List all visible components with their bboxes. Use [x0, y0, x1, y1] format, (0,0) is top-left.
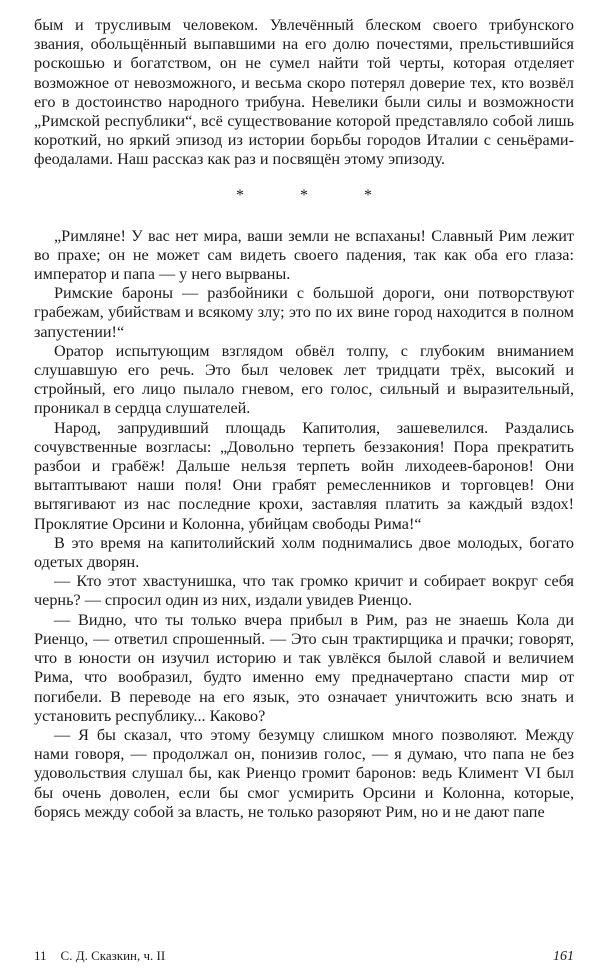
paragraph-crowd: Народ, запрудивший площадь Капитолия, зашевелился. Раздались сочувственные возгласы: „Довольно терпеть беззакония! Пора прекратить разбои и грабёж! Дальше нельзя терпеть войн лиходеев-баронов! Они вытаптывают наши поля! Они грабят ремесленников и торговцев! Они вытягивают из нас последние крохи, заставляя платить за каждый вздох! Проклятие Орсини и Колонна, убийцам свободы Рима!“	[34, 418, 574, 533]
footer-left	[34, 948, 165, 964]
paragraph-dialogue-question: — Кто этот хвастунишка, что так громко кричит и собирает вокруг себя чернь? — спросил один из них, издали увидев Риенцо.	[34, 572, 574, 610]
paragraph-continued: бым и трусливым человеком. Увлечённый блеском своего трибунского звания, обольщённый выпавшими на его долю почестями, прельстившийся роскошью и богатством, он не сумел найти той черты, которая отделяет возможное от невозможного, и весьма скоро потерял доверие тех, кто возвёл его в достоинство народного трибуна. Невелики были силы и возможности „Римской республики“, всё существование которой представляло собой лишь короткий, но яркий эпизод из истории борьбы городов Италии с сеньёрами-феодалами. Наш рассказ как раз и посвящён этому эпизоду.	[34, 16, 574, 169]
running-title: С. Д. Сказкин, ч. II	[60, 948, 166, 963]
paragraph-nobles-arrive: В это время на капитолийский холм поднимались двое молодых, богато одетых дворян.	[34, 533, 574, 572]
paragraph-orator: Оратор испытующим взглядом обвёл толпу, с глубоким вниманием слушавшую его речь. Это был человек лет тридцати трёх, высокий и стройный, его лицо пылало гневом, его голос, сильный и выразительный, проникал в сердца слушателей.	[34, 341, 574, 418]
page-body	[34, 16, 574, 822]
paragraph-speech-opening: „Римляне! У вас нет мира, ваши земли не вспаханы! Славный Рим лежит во прахе; он не может сам видеть своего падения, так как оба его глаза: император и папа — у него вырваны.	[34, 226, 574, 284]
section-separator: * * *	[236, 186, 398, 204]
paragraph-dialogue-reply: — Я бы сказал, что этому безумцу слишком много позволяют. Между нами говоря, — продолжал он, понизив голос, — я думаю, что папа не без удовольствия слушал бы, как Риенцо громит баронов: ведь Климент VI был бы очень доволен, если бы смог усмирить Орсини и Колонна, которые, борясь между собой за власть, не только разоряют Рим, но и не дают папе	[34, 725, 574, 821]
paragraph-dialogue-answer: — Видно, что ты только вчера прибыл в Рим, раз не знаешь Кола ди Риенцо, — ответил спрошенный. — Это сын трактирщика и прачки; говорят, что в юности он изучил историю и так увлёкся былой славой и величием Рима, что вообразил, будто именно ему предначертано спасти мир от погибели. В переводе на его язык, это означает уничтожить всю знать и установить республику... Каково?	[34, 610, 574, 725]
page-footer	[34, 948, 574, 965]
printer-signature: 11	[34, 948, 47, 963]
paragraph-speech-barons: Римские бароны — разбойники с большой дороги, они потворствуют грабежам, убийствам и всякому злу; это по их вине город находится в полном запустении!“	[34, 284, 574, 341]
page-number: 161	[553, 949, 574, 964]
